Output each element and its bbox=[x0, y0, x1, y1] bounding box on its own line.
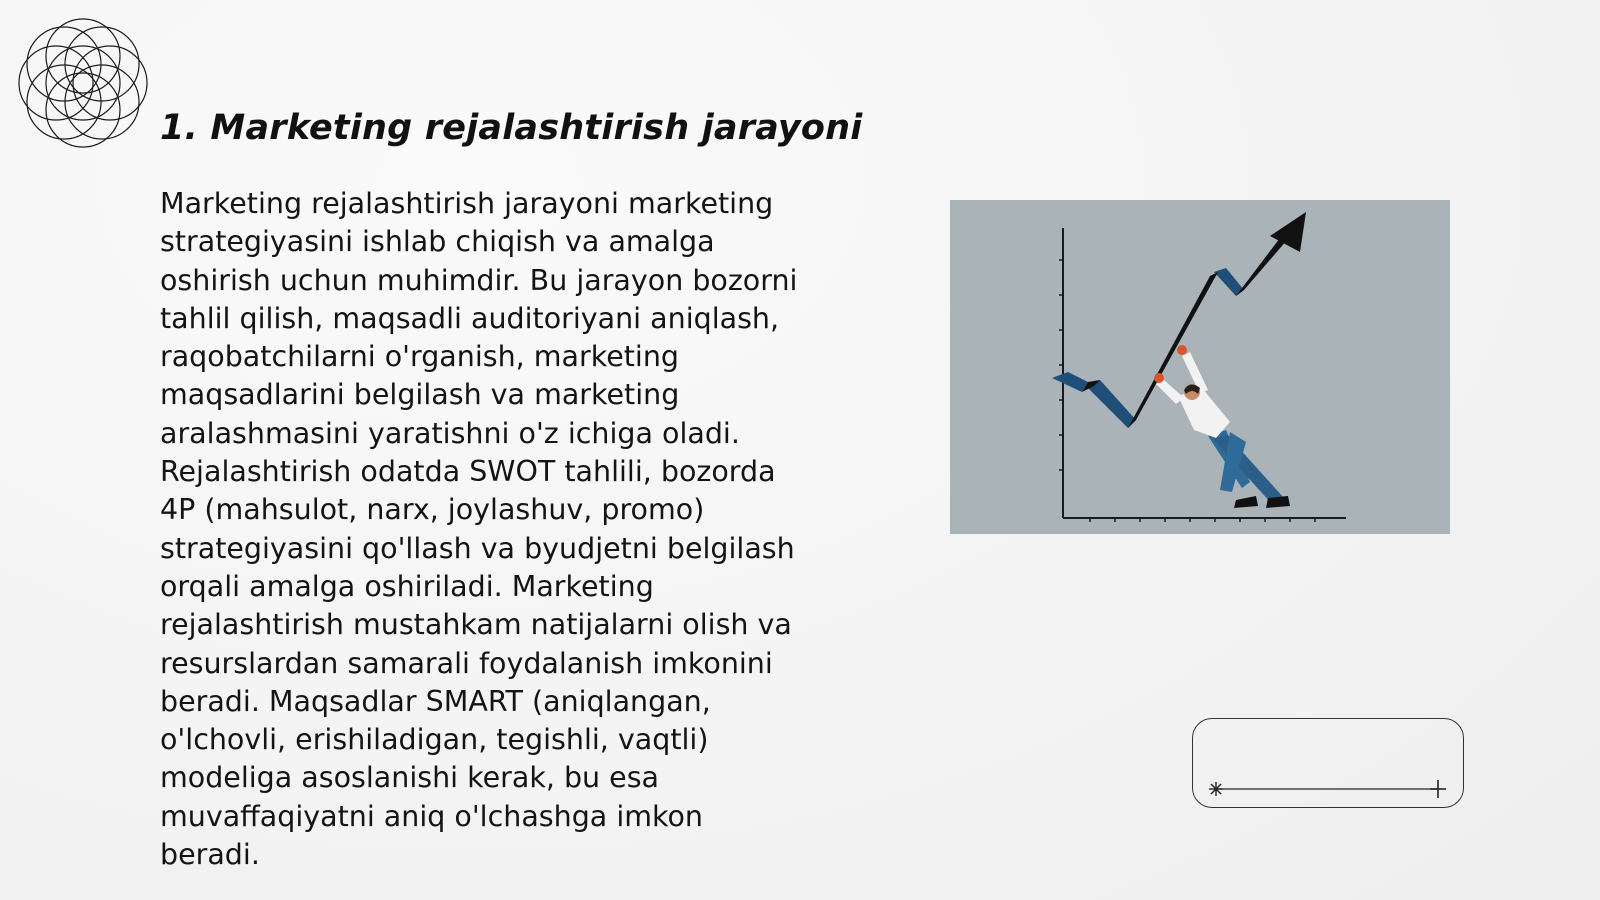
plus-star-icon bbox=[1430, 780, 1446, 798]
body-line: raqobatchilarni o'rganish, marketing bbox=[160, 340, 679, 374]
body-line: o'lchovli, erishiladigan, tegishli, vaqtli) bbox=[160, 723, 709, 757]
growth-chart-illustration bbox=[950, 200, 1450, 534]
sparkle-icon bbox=[1209, 782, 1223, 796]
body-line: rejalashtirish mustahkam natijalarni olish va bbox=[160, 608, 792, 642]
body-line: 4P (mahsulot, narx, joylashuv, promo) bbox=[160, 493, 705, 527]
body-line: orqali amalga oshiriladi. Marketing bbox=[160, 569, 654, 603]
body-line: resurslardan samarali foydalanish imkonini bbox=[160, 646, 773, 680]
body-line: strategiyasini ishlab chiqish va amalga bbox=[160, 225, 715, 259]
sparkle-line-decoration bbox=[1202, 778, 1452, 800]
body-line: beradi. bbox=[160, 838, 260, 872]
body-line: modeliga asoslanishi kerak, bu esa bbox=[160, 761, 660, 795]
body-line: maqsadlarini belgilash va marketing bbox=[160, 378, 680, 412]
body-paragraph bbox=[160, 185, 850, 874]
body-line: muvaffaqiyatni aniq o'lchashga imkon bbox=[160, 799, 703, 833]
slide-title: 1. Marketing rejalashtirish jarayoni bbox=[160, 108, 863, 148]
illustration-background bbox=[950, 200, 1450, 534]
body-line: tahlil qilish, maqsadli auditoriyani aniqlash, bbox=[160, 301, 780, 335]
body-line: Marketing rejalashtirish jarayoni marketing bbox=[160, 187, 774, 220]
body-line: oshirish uchun muhimdir. Bu jarayon bozorni bbox=[160, 263, 798, 297]
body-line: Rejalashtirish odatda SWOT tahlili, bozorda bbox=[160, 455, 776, 489]
circle-ornament-icon bbox=[8, 8, 158, 158]
body-line: beradi. Maqsadlar SMART (aniqlangan, bbox=[160, 684, 711, 718]
body-line: aralashmasini yaratishni o'z ichiga oladi. bbox=[160, 416, 740, 450]
body-line: strategiyasini qo'llash va byudjetni belgilash bbox=[160, 531, 795, 565]
